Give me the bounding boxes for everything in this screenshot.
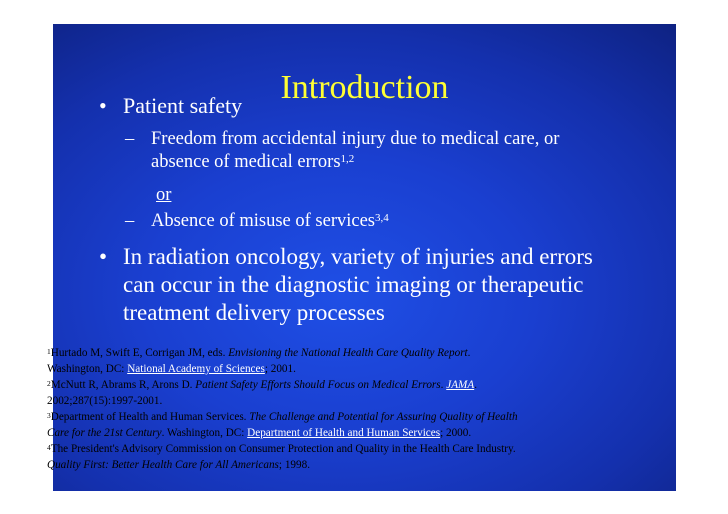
or-text: or	[156, 185, 172, 205]
sub1-line1: Freedom from accidental injury due to medical care, or	[151, 129, 560, 149]
ref-title: Envisioning the National Health Care Quality Report	[228, 347, 468, 359]
bullet-marker: •	[99, 244, 108, 269]
ref-text: .	[440, 379, 447, 391]
bullet-marker: •	[99, 93, 107, 118]
bullet2-line1: In radiation oncology, variety of injuries and errors	[123, 244, 593, 269]
sub2-text	[151, 210, 389, 233]
ref-text: ; 2000.	[440, 427, 472, 439]
slide-title: Introduction	[280, 69, 449, 106]
bullet2-line2: can occur in the diagnostic imaging or therapeutic	[123, 272, 584, 297]
ref-text: The President's Advisory Commission on Consumer Protection and Quality in the Health Care Industry.	[50, 443, 516, 455]
dash-marker: –	[125, 129, 135, 149]
sub2-text-main: Absence of misuse of services	[151, 211, 375, 231]
ref-title: Care for the 21st Century	[47, 427, 162, 439]
sub1-line2	[151, 151, 354, 174]
ref-title: Patient Safety Efforts Should Focus on Medical Errors	[195, 379, 441, 391]
ref-title: The Challenge and Potential for Assuring Quality of Health	[249, 411, 518, 423]
ref-text: McNutt R, Abrams R, Arons D.	[50, 379, 196, 391]
ref-number: 4	[47, 443, 51, 452]
reference-2-line1	[47, 378, 477, 392]
reference-3-line1	[47, 410, 518, 424]
ref-text: ; 1998.	[278, 459, 310, 471]
ref-link-hhs[interactable]: Department of Health and Human Services	[247, 427, 441, 439]
ref-link-national-academy[interactable]: National Academy of Sciences	[127, 363, 265, 375]
ref-number: 1	[47, 347, 51, 356]
ref-number: 2	[47, 379, 51, 388]
dash-marker: –	[125, 211, 135, 231]
bullet-patient-safety: Patient safety	[123, 93, 243, 118]
ref-text: . Washington, DC:	[161, 427, 248, 439]
ref-text: Washington, DC:	[47, 363, 128, 375]
ref-text: 2002;287(15):1997-2001.	[47, 395, 163, 407]
reference-1-line1	[47, 346, 470, 360]
ref-text: Hurtado M, Swift E, Corrigan JM, eds.	[50, 347, 229, 359]
reference-2-line2	[47, 394, 162, 408]
citation-sup: 1,2	[340, 153, 355, 165]
reference-4-line2	[47, 458, 310, 472]
reference-3-line2	[47, 426, 471, 440]
citation-sup: 3,4	[375, 212, 389, 224]
ref-text: Department of Health and Human Services.	[50, 411, 250, 423]
reference-4-line1	[47, 442, 516, 456]
ref-text: .	[467, 347, 471, 359]
bullet2-line3: treatment delivery processes	[123, 300, 385, 325]
ref-title: Quality First: Better Health Care for All Americans	[47, 459, 279, 471]
sub1-line2-text: absence of medical errors	[151, 152, 341, 172]
reference-1-line2	[47, 362, 296, 376]
ref-number: 3	[47, 411, 51, 420]
ref-text: .	[474, 379, 477, 391]
ref-text: ; 2001.	[264, 363, 296, 375]
ref-link-jama[interactable]: JAMA	[446, 379, 475, 391]
